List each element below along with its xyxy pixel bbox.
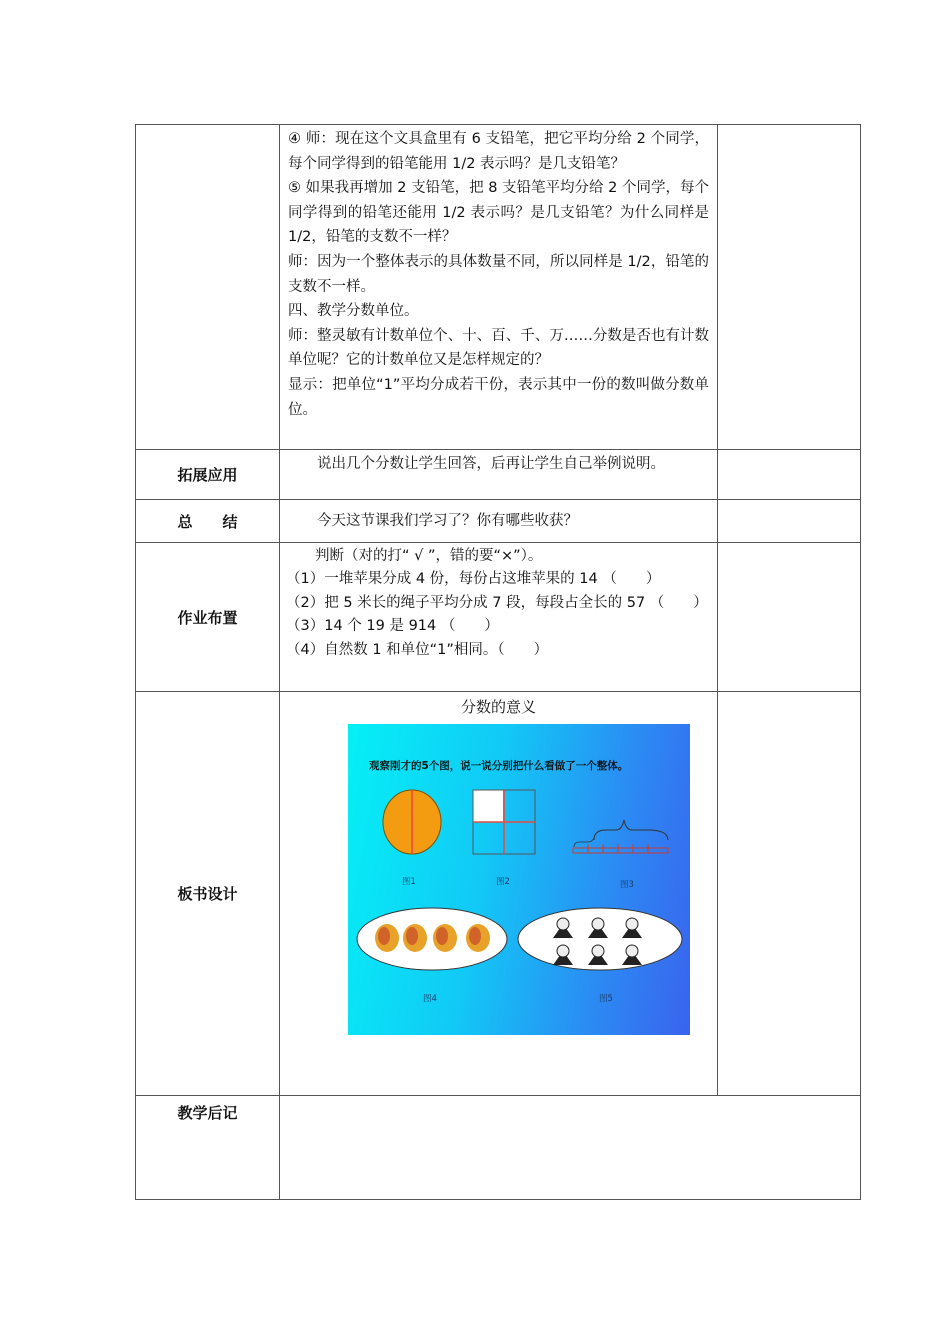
board-slide-image	[348, 724, 690, 1035]
fig3-label: 图3	[620, 880, 634, 890]
board-title: 分数的意义	[460, 698, 536, 716]
homework-notes-cell	[718, 543, 861, 692]
intro-label-cell	[136, 125, 280, 450]
slide-figures	[348, 724, 690, 1035]
summary-label: 总 结	[136, 500, 280, 543]
homework-line: （4）自然数 1 和单位“1”相同。（ ）	[286, 641, 549, 658]
intro-line: 显示：把单位“1”平均分成若干份，表示其中一份的数叫做分数单位。	[288, 376, 709, 418]
fig5-label: 图5	[599, 994, 613, 1004]
summary-notes-cell	[718, 500, 861, 543]
intro-line: 师：因为一个整体表示的具体数量不同，所以同样是 1/2，铅笔的支数不一样。	[288, 253, 709, 295]
summary-content-cell	[280, 500, 718, 543]
extend-row	[136, 450, 861, 500]
board-content-cell	[280, 692, 718, 1096]
homework-text	[280, 543, 717, 662]
board-notes-cell	[718, 692, 861, 1096]
board-label: 板书设计	[136, 692, 280, 1096]
slide-title: 观察刚才的5个图，说一说分别把什么看做了一个整体。	[369, 760, 629, 772]
fig1-label: 图1	[402, 877, 416, 887]
fig4-label: 图4	[423, 994, 437, 1004]
board-row	[136, 692, 861, 1096]
intro-row	[136, 125, 861, 450]
intro-text	[280, 125, 717, 422]
extend-label: 拓展应用	[136, 450, 280, 500]
extend-notes-cell	[718, 450, 861, 500]
postscript-row	[136, 1096, 861, 1200]
homework-row	[136, 543, 861, 692]
homework-line: （2）把 5 米长的绳子平均分成 7 段，每段占全长的 57 （ ）	[286, 594, 708, 611]
summary-text: 今天这节课我们学习了？你有哪些收获？	[317, 513, 578, 529]
postscript-label: 教学后记	[136, 1096, 280, 1200]
fig3-brace	[594, 820, 668, 840]
fig2-label: 图2	[496, 877, 510, 887]
extend-text: 说出几个分数让学生回答，后再让学生自己举例说明。	[317, 456, 665, 472]
homework-line: （1）一堆苹果分成 4 份，每份占这堆苹果的 14 （ ）	[286, 571, 661, 588]
lesson-plan-table	[135, 124, 861, 1200]
postscript-content-cell	[280, 1096, 861, 1200]
intro-line: ⑤ 如果我再增加 2 支铅笔，把 8 支铅笔平均分给 2 个同学，每个同学得到的铅笔还能用 1/2 表示吗？是几支铅笔？为什么同样是 1/2，铅笔的支数不一样？	[288, 180, 709, 246]
homework-content-cell	[280, 543, 718, 692]
homework-line: （3）14 个 19 是 914 （ ）	[286, 618, 499, 635]
extend-content-cell	[280, 450, 718, 500]
intro-line: 师：整灵敏有计数单位个、十、百、千、万……分数是否也有计数单位呢？它的计数单位又是怎样规定的？	[288, 327, 709, 369]
intro-notes-cell	[718, 125, 861, 450]
homework-line: 判断（对的打“ √ ”，错的要“×”）。	[315, 548, 543, 564]
summary-row	[136, 500, 861, 543]
intro-line: 四、教学分数单位。	[288, 303, 419, 320]
intro-line: ④ 师：现在这个文具盒里有 6 支铅笔，把它平均分给 2 个同学，每个同学得到的铅笔能用 1/2 表示吗？是几支铅笔？	[288, 131, 709, 172]
fig2-white-quarter	[473, 790, 503, 822]
homework-label: 作业布置	[136, 543, 280, 692]
fig3-bar	[573, 848, 668, 853]
intro-content-cell	[280, 125, 718, 450]
fig3-small-brace	[574, 838, 594, 847]
